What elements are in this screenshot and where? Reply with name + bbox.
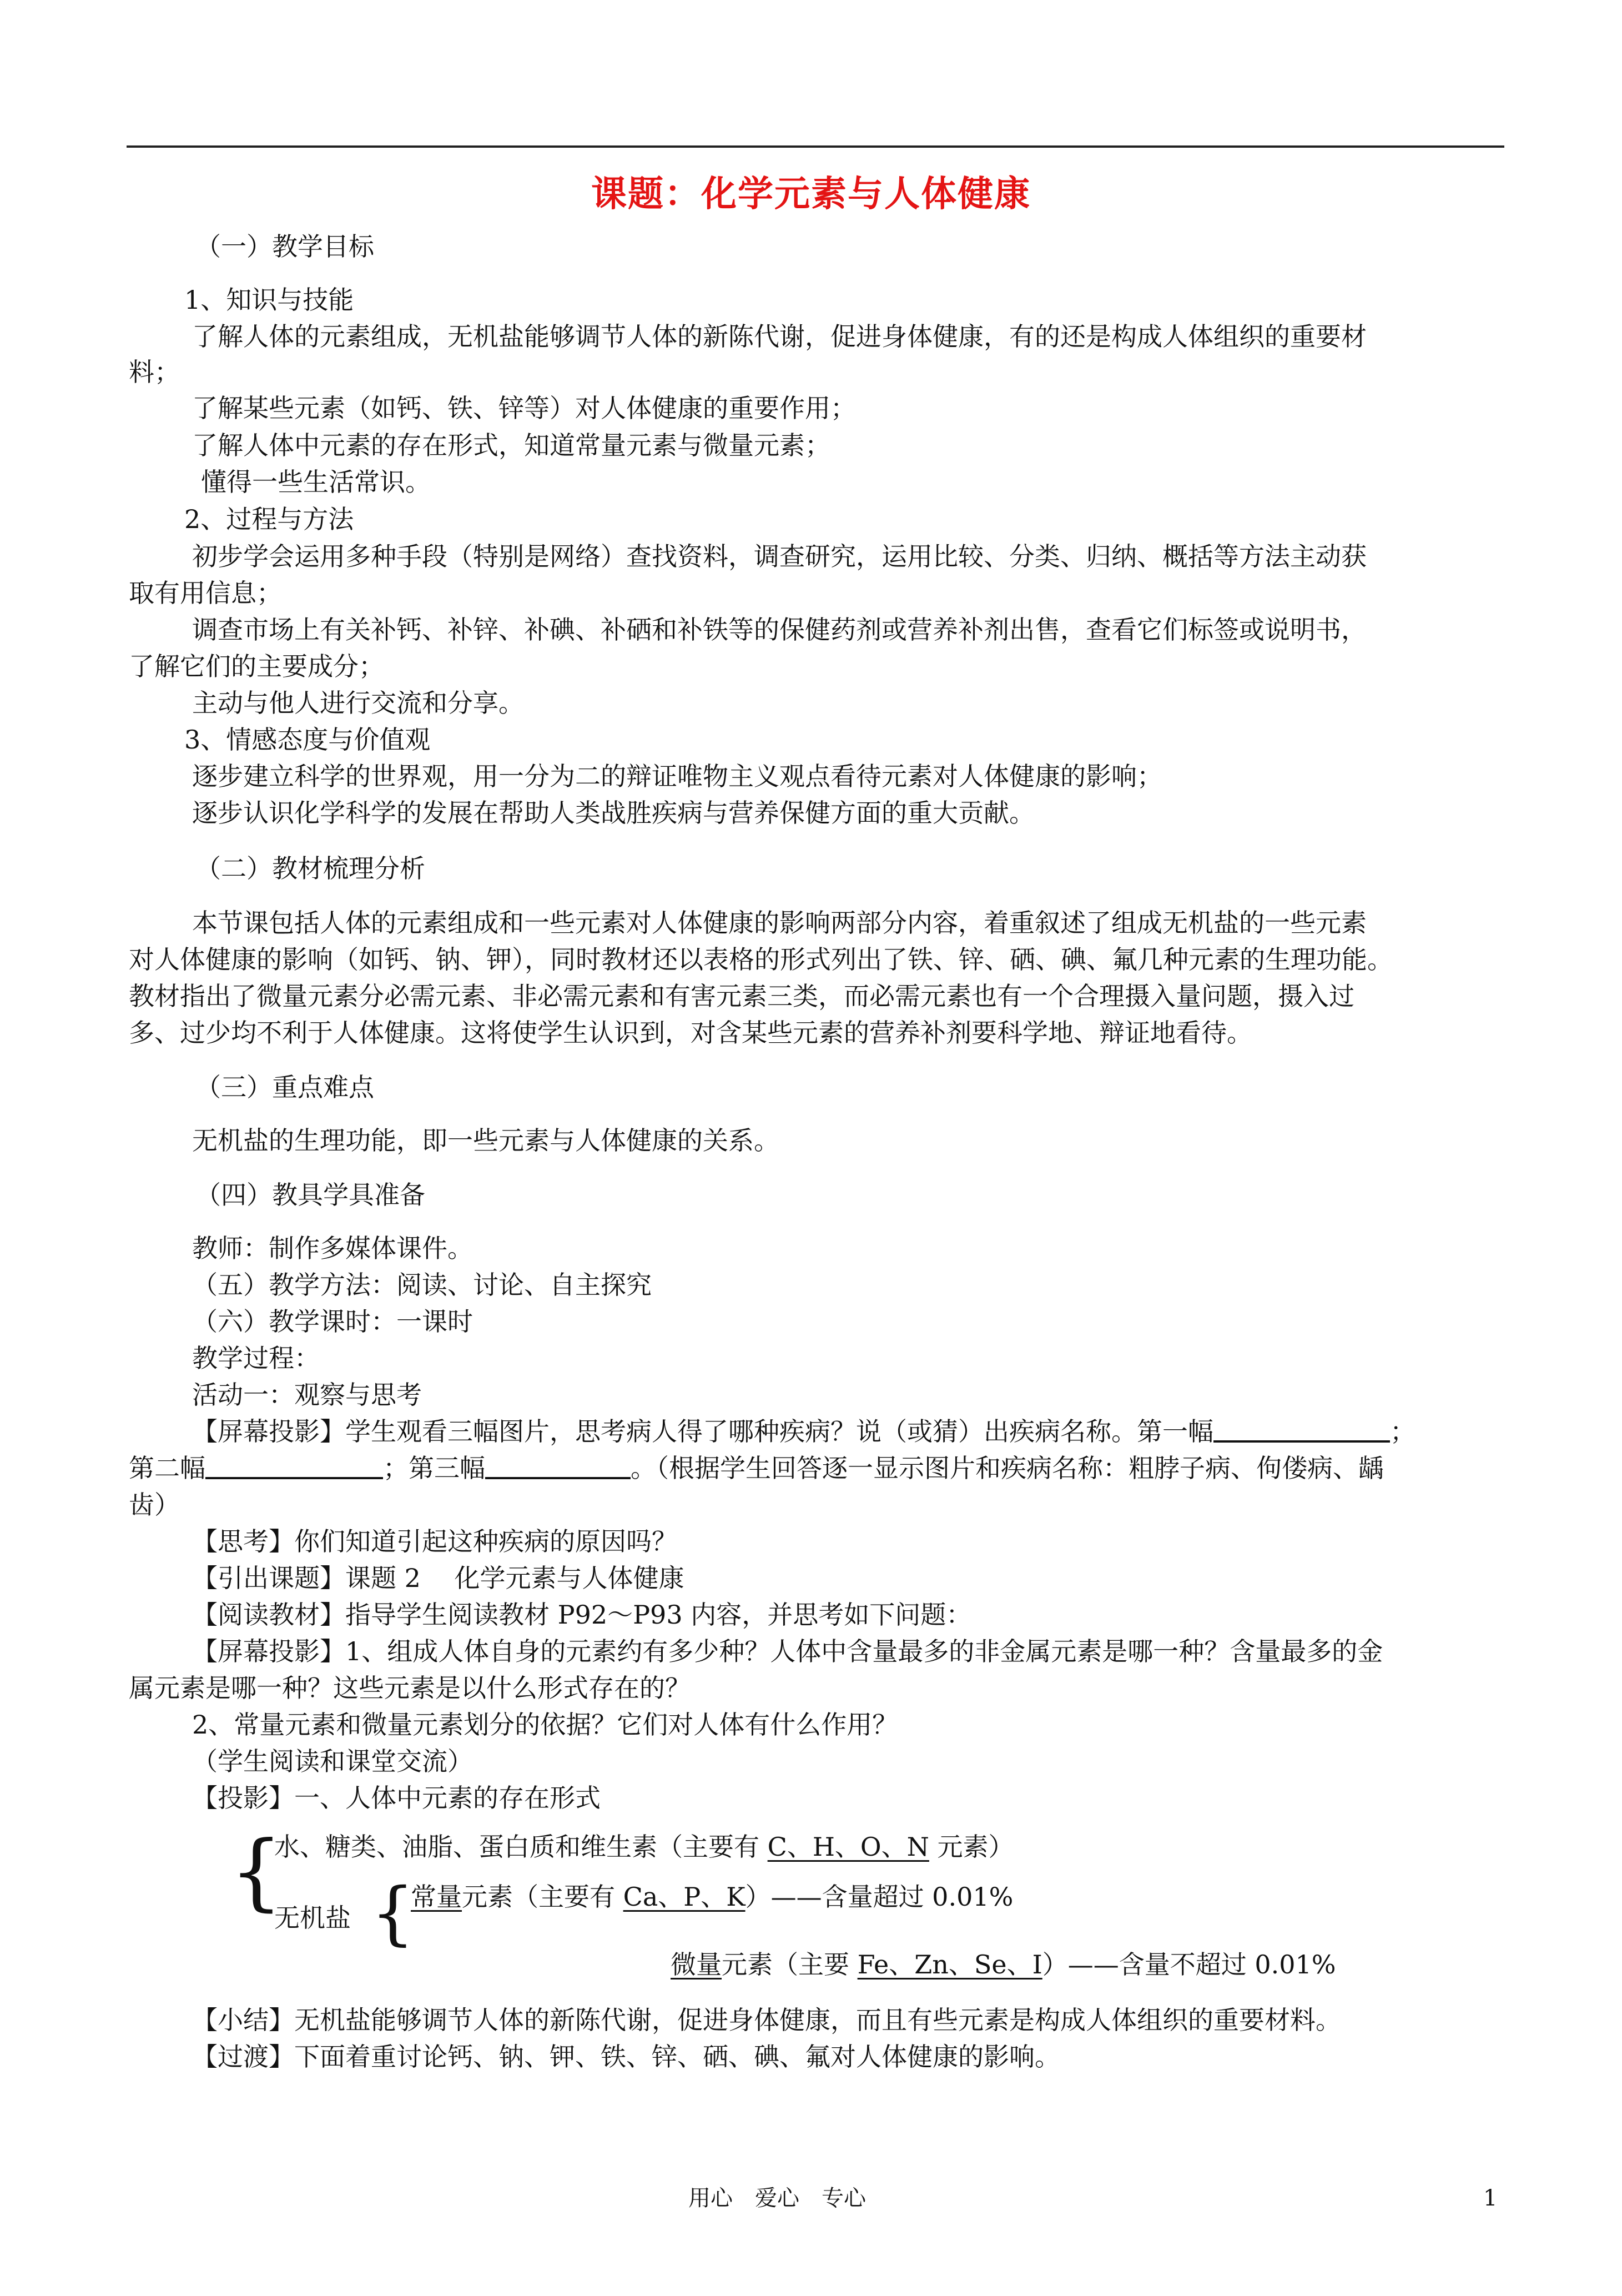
answer-blank bbox=[485, 1451, 631, 1479]
diagram-text: ）——含量不超过 0.01% bbox=[1042, 1950, 1336, 1980]
diagram-underlined: C、H、O、N bbox=[767, 1832, 929, 1862]
paragraph-line: 调查市场上有关补钙、补锌、补碘、补硒和补铁等的保健药剂或营养补剂出售，查看它们标签或说明书， bbox=[192, 615, 1367, 645]
section-heading-methods: （五）教学方法：阅读、讨论、自主探究 bbox=[192, 1270, 652, 1300]
diagram-line-trace bbox=[671, 1948, 1336, 1981]
paragraph-line: 逐步认识化学科学的发展在帮助人类战胜疾病与营养保健方面的重大贡献。 bbox=[192, 798, 1035, 828]
paragraph-line: 无机盐的生理功能，即一些元素与人体健康的关系。 bbox=[192, 1126, 779, 1155]
paragraph-line: 对人体健康的影响（如钙、钠、钾），同时教材还以表格的形式列出了铁、锌、硒、碘、氟几种元素的生理功能。 bbox=[129, 944, 1393, 974]
diagram-text: 元素（主要 bbox=[722, 1950, 858, 1980]
subheading-knowledge: 1、知识与技能 bbox=[184, 285, 354, 315]
section-heading-objectives: （一）教学目标 bbox=[195, 232, 374, 262]
paragraph-text: 第二幅 bbox=[129, 1453, 205, 1483]
subheading-process: 2、过程与方法 bbox=[184, 504, 354, 534]
paragraph-line: 了解它们的主要成分； bbox=[129, 651, 384, 681]
paragraph-line: 教材指出了微量元素分必需元素、非必需元素和有害元素三类，而必需元素也有一个合理摄入量问题，摄入过 bbox=[129, 981, 1354, 1011]
section-heading-materials: （四）教具学具准备 bbox=[195, 1180, 425, 1210]
paragraph-line: 了解某些元素（如钙、铁、锌等）对人体健康的重要作用； bbox=[192, 393, 856, 423]
paragraph-line: （学生阅读和课堂交流） bbox=[192, 1746, 473, 1776]
paragraph-text: 【屏幕投影】学生观看三幅图片，思考病人得了哪种疾病？说（或猜）出疾病名称。第一幅 bbox=[192, 1416, 1213, 1446]
paragraph-line: 【思考】你们知道引起这种疾病的原因吗？ bbox=[192, 1526, 677, 1556]
diagram-underlined: Ca、P、K bbox=[623, 1882, 745, 1912]
paragraph-text: ； bbox=[1390, 1416, 1416, 1446]
brace-left-large: { bbox=[230, 1823, 283, 1920]
section-heading-analysis: （二）教材梳理分析 bbox=[195, 853, 425, 883]
paragraph-line: 料； bbox=[129, 357, 180, 387]
section-heading-periods: （六）教学课时：一课时 bbox=[192, 1307, 473, 1337]
paragraph-line: 了解人体的元素组成，无机盐能够调节人体的新陈代谢，促进身体健康，有的还是构成人体组织的重要材 bbox=[192, 321, 1367, 351]
diagram-line-inorganic: 无机盐 bbox=[274, 1903, 351, 1933]
diagram-text: 水、糖类、油脂、蛋白质和维生素（主要有 bbox=[274, 1832, 768, 1862]
paragraph-line: 取有用信息； bbox=[129, 578, 282, 608]
screen-projection-line bbox=[192, 1415, 1416, 1448]
paragraph-text: ；第三幅 bbox=[383, 1453, 485, 1483]
diagram-text: 元素（主要有 bbox=[462, 1882, 623, 1912]
paragraph-line: 教学过程： bbox=[192, 1343, 320, 1373]
answer-blank bbox=[205, 1451, 383, 1479]
paragraph-line: 【阅读教材】指导学生阅读教材 P92～P93 内容，并思考如下问题： bbox=[192, 1600, 972, 1630]
paragraph-line: 【过渡】下面着重讨论钙、钠、钾、铁、锌、硒、碘、氟对人体健康的影响。 bbox=[192, 2042, 1060, 2072]
paragraph-text: 。（根据学生回答逐一显示图片和疾病名称：粗脖子病、佝偻病、龋 bbox=[631, 1453, 1384, 1483]
paragraph-line: 【引出课题】课题 2 化学元素与人体健康 bbox=[192, 1563, 684, 1593]
footer-motto: 用心 爱心 专心 bbox=[688, 2186, 866, 2211]
answer-blank bbox=[1213, 1415, 1390, 1443]
diagram-text: ）——含量超过 0.01% bbox=[745, 1882, 1014, 1912]
page-title: 课题：化学元素与人体健康 bbox=[591, 173, 1031, 215]
diagram-underlined: 微量 bbox=[671, 1950, 722, 1980]
page-number: 1 bbox=[1483, 2186, 1498, 2211]
paragraph-line: 了解人体中元素的存在形式，知道常量元素与微量元素； bbox=[192, 430, 830, 460]
paragraph-line: 2、常量元素和微量元素划分的依据？它们对人体有什么作用？ bbox=[192, 1710, 898, 1740]
paragraph-line: 初步学会运用多种手段（特别是网络）查找资料，调查研究，运用比较、分类、归纳、概括等方法主动获 bbox=[192, 541, 1367, 571]
paragraph-line: 懂得一些生活常识。 bbox=[201, 467, 431, 497]
diagram-line-organic bbox=[274, 1830, 1014, 1863]
paragraph-line: 逐步建立科学的世界观，用一分为二的辩证唯物主义观点看待元素对人体健康的影响； bbox=[192, 761, 1162, 791]
paragraph-line: 活动一：观察与思考 bbox=[192, 1380, 422, 1410]
header-rule bbox=[127, 145, 1504, 148]
paragraph-line: 属元素是哪一种？这些元素是以什么形式存在的？ bbox=[129, 1673, 691, 1703]
paragraph-line: 【投影】一、人体中元素的存在形式 bbox=[192, 1783, 601, 1813]
paragraph-line: 【小结】无机盐能够调节人体的新陈代谢，促进身体健康，而且有些元素是构成人体组织的重要材料。 bbox=[192, 2005, 1341, 2035]
diagram-line-macro bbox=[411, 1880, 1013, 1913]
paragraph-line: 【屏幕投影】1、组成人体自身的元素约有多少种？人体中含量最多的非金属元素是哪一种？含量最多的金 bbox=[192, 1636, 1383, 1666]
brace-left-small: { bbox=[371, 1873, 415, 1953]
paragraph-line: 本节课包括人体的元素组成和一些元素对人体健康的影响两部分内容，着重叙述了组成无机盐的一些元素 bbox=[192, 908, 1367, 938]
subheading-values: 3、情感态度与价值观 bbox=[184, 725, 431, 755]
paragraph-line: 主动与他人进行交流和分享。 bbox=[192, 688, 524, 718]
screen-projection-line bbox=[129, 1451, 1384, 1485]
paragraph-line: 教师：制作多媒体课件。 bbox=[192, 1233, 473, 1263]
paragraph-line: 多、过少均不利于人体健康。这将使学生认识到，对含某些元素的营养补剂要科学地、辩证地看待。 bbox=[129, 1018, 1252, 1048]
diagram-underlined: Fe、Zn、Se、I bbox=[857, 1950, 1042, 1980]
diagram-underlined: 常量 bbox=[411, 1882, 462, 1912]
diagram-text: 元素） bbox=[929, 1832, 1014, 1862]
paragraph-line: 齿） bbox=[129, 1490, 180, 1520]
section-heading-keypoints: （三）重点难点 bbox=[195, 1072, 374, 1102]
